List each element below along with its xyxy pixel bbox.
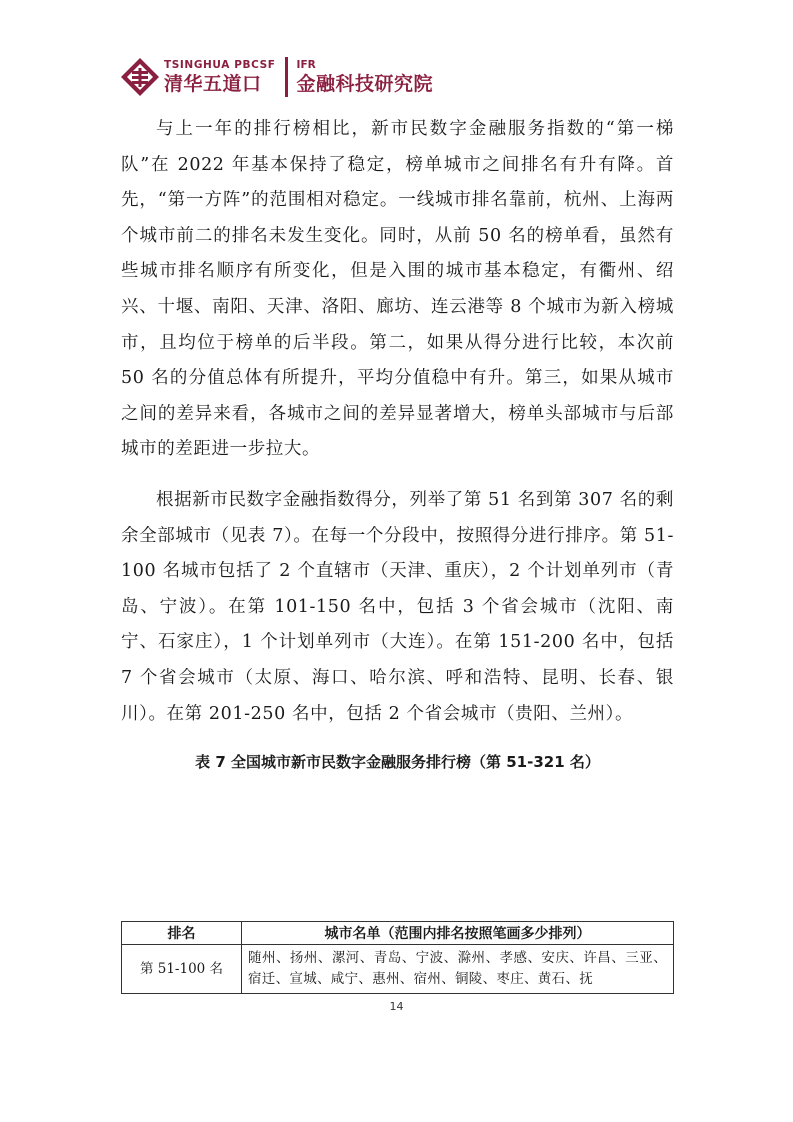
document-body (121, 112, 674, 777)
ifr-block (297, 59, 434, 96)
table-header-row (122, 922, 674, 945)
tsinghua-pbcsf-logo-icon (120, 57, 160, 97)
table-caption: 表 7 全国城市新市民数字金融服务排行榜（第 51-321 名） (195, 753, 600, 772)
page-header (120, 52, 433, 102)
brand-english: TSINGHUA PBCSF (164, 58, 276, 71)
ifr-chinese: 金融科技研究院 (296, 72, 434, 95)
ifr-english: IFR (296, 58, 316, 71)
brand-chinese: 清华五道口 (164, 72, 262, 95)
cities-cell: 随州、扬州、漯河、青岛、宁波、滁州、孝感、安庆、许昌、三亚、宿迁、宣城、咸宁、惠州、宿州、铜陵、枣庄、黄石、抚 (242, 945, 674, 994)
page-number: 14 (389, 1000, 404, 1013)
table-row (122, 945, 674, 994)
ranking-table (121, 921, 674, 994)
rank-cell: 第 51-100 名 (122, 945, 242, 994)
brand-block (164, 59, 276, 96)
body-paragraph: 根据新市民数字金融指数得分，列举了第 51 名到第 307 名的剩余全部城市（见表 7）。在每一个分段中，按照得分进行排序。第 51-100 名城市包括了 2 个直辖市（天津、重庆），2 个计划单列市（青岛、宁波）。在第 101-150 名中，包括 3 个省会城市（沈阳、南宁、石家庄），1 个计划单列市（大连）。在第 151-200 名中，包括 7 个省会城市（太原、海口、哈尔滨、呼和浩特、昆明、长春、银川）。在第 201-250 名中，包括 2 个省会城市（贵阳、兰州）。 (121, 489, 674, 724)
header-divider (285, 57, 288, 97)
body-paragraph: 与上一年的排行榜相比，新市民数字金融服务指数的“第一梯队”在 2022 年基本保持了稳定，榜单城市之间排名有升有降。首先，“第一方阵”的范围相对稳定。一线城市排名靠前，杭州、上海两个城市前二的排名未发生变化。同时，从前 50 名的榜单看，虽然有些城市排名顺序有所变化，但是入围的城市基本稳定，有衢州、绍兴、十堰、南阳、天津、洛阳、廊坊、连云港等 8 个城市为新入榜城市，且均位于榜单的后半段。第二，如果从得分进行比较，本次前 50 名的分值总体有所提升，平均分值稳中有升。第三，如果从城市之间的差异来看，各城市之间的差异显著增大，榜单头部城市与后部城市的差距进一步拉大。 (121, 119, 674, 460)
cities-column-header: 城市名单（范围内排名按照笔画多少排列） (242, 922, 674, 945)
rank-column-header: 排名 (122, 922, 242, 945)
